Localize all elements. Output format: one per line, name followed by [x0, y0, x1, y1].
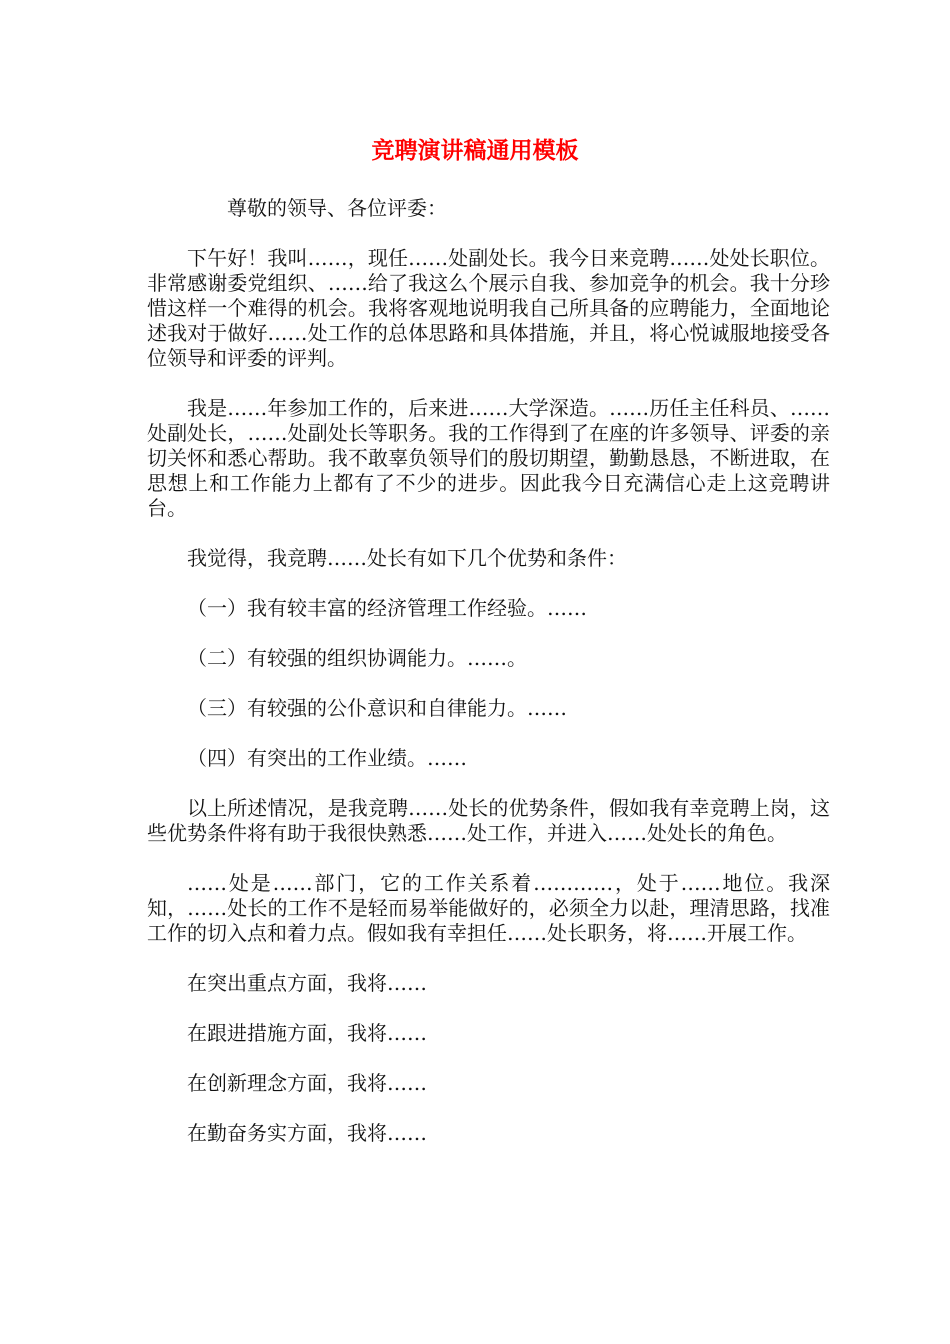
document-body [147, 196, 830, 1171]
list-item-advantage-3: （三）有较强的公仆意识和自律能力。…… [187, 696, 567, 720]
plan-item-innovation: 在创新理念方面，我将…… [187, 1071, 427, 1095]
list-item-advantage-4: （四）有突出的工作业绩。…… [187, 746, 467, 770]
document-title: 竞聘演讲稿通用模板 [371, 138, 579, 164]
paragraph-background: 我是……年参加工作的，后来进……大学深造。……历任主任科员、……处副处长，……处副处长等职务。我的工作得到了在座的许多领导、评委的亲切关怀和悉心帮助。我不敢辜负领导们的殷切期望，勤勤恳恳，不断进取，在思想上和工作能力上都有了不少的进步。因此我今日充满信心走上这竞聘讲台。 [147, 396, 830, 520]
list-item-advantage-2: （二）有较强的组织协调能力。……。 [187, 646, 527, 670]
list-item-advantage-1: （一）我有较丰富的经济管理工作经验。…… [187, 596, 587, 620]
plan-item-focus: 在突出重点方面，我将…… [187, 971, 427, 995]
paragraph-advantages-intro: 我觉得，我竞聘……处长有如下几个优势和条件： [187, 546, 627, 570]
paragraph-summary: 以上所述情况，是我竞聘……处长的优势条件，假如我有幸竞聘上岗，这些优势条件将有助于我很快熟悉……处工作，并进入……处处长的角色。 [147, 796, 830, 845]
paragraph-greeting: 下午好！我叫……，现任……处副处长。我今日来竞聘……处处长职位。非常感谢委党组织、……给了我这么个展示自我、参加竞争的机会。我十分珍惜这样一个难得的机会。我将客观地说明我自己所具备的应聘能力，全面地论述我对于做好……处工作的总体思路和具体措施，并且，将心悦诚服地接受各位领导和评委的评判。 [147, 246, 830, 370]
plan-item-measures: 在跟进措施方面，我将…… [187, 1021, 427, 1045]
paragraph-department: ……处是……部门，它的工作关系着…………，处于……地位。我深知，……处长的工作不是轻而易举能做好的，必须全力以赴，理清思路，找准工作的切入点和着力点。假如我有幸担任……处长职务，将……开展工作。 [147, 871, 830, 945]
salutation: 尊敬的领导、各位评委： [227, 196, 447, 220]
plan-item-diligence: 在勤奋务实方面，我将…… [187, 1121, 427, 1145]
